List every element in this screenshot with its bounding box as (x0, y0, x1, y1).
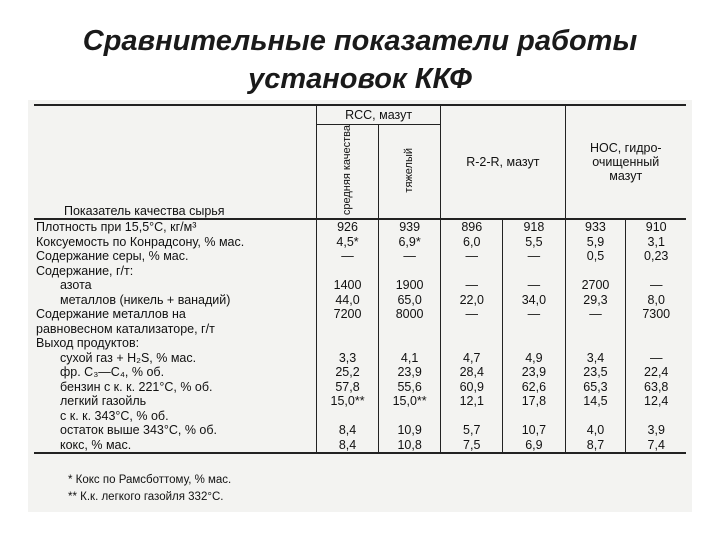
row-label: азота (60, 278, 92, 293)
cell (626, 264, 686, 279)
header-rcc: RCC, мазут (317, 105, 441, 125)
cell: 0,23 (626, 249, 686, 264)
cell: 23,5 (565, 365, 626, 380)
header-hoc-line3: мазут (609, 169, 643, 184)
row-label: Выход продуктов: (36, 336, 140, 351)
cell: 6,9 (503, 438, 565, 454)
row-label: кокс, % мас. (34, 438, 317, 454)
row-label: сухой газ + H₂S, % мас. (60, 350, 197, 365)
table-row (34, 235, 686, 250)
cell: 44,0 (317, 293, 379, 308)
table-header-row (34, 105, 686, 125)
cell: — (441, 278, 503, 293)
cell: 34,0 (503, 293, 565, 308)
cell: 8,4 (317, 423, 379, 438)
cell: 8,0 (626, 293, 686, 308)
row-label: бензин с к. к. 221°C, % об. (60, 379, 213, 394)
header-quality-label: Показатель качества сырья (34, 105, 317, 219)
table-row (34, 423, 686, 438)
cell: 2700 (565, 278, 626, 293)
cell: — (317, 249, 379, 264)
cell: 939 (379, 219, 441, 235)
cell: 4,9 (503, 351, 565, 366)
row-label: Плотность при 15,5°C, кг/м³ (36, 220, 197, 235)
comparison-table (34, 104, 686, 454)
header-r2r: R-2-R, мазут (441, 105, 565, 219)
table-row (34, 365, 686, 380)
cell (503, 322, 565, 337)
cell: 3,4 (565, 351, 626, 366)
cell (379, 409, 441, 424)
cell (565, 336, 626, 351)
cell (626, 409, 686, 424)
cell: 5,7 (441, 423, 503, 438)
cell: 8,7 (565, 438, 626, 454)
cell: 8000 (379, 307, 441, 322)
header-rcc-medium-text: средняя качества (341, 125, 354, 216)
cell (379, 322, 441, 337)
cell: 4,5* (317, 235, 379, 250)
row-label: Содержание, г/т: (36, 263, 134, 278)
cell: 4,1 (379, 351, 441, 366)
cell: 7200 (317, 307, 379, 322)
title-line-2: установок ККФ (248, 63, 472, 95)
cell (441, 322, 503, 337)
cell: — (503, 307, 565, 322)
row-label: Содержание серы, % мас. (36, 249, 189, 264)
row-label: Содержание металлов на (36, 307, 186, 322)
cell: 22,4 (626, 365, 686, 380)
cell: 6,9* (379, 235, 441, 250)
cell: 3,1 (626, 235, 686, 250)
cell: 10,7 (503, 423, 565, 438)
cell (441, 264, 503, 279)
cell: 57,8 (317, 380, 379, 395)
cell: 910 (626, 219, 686, 235)
header-rcc-medium (317, 125, 379, 220)
cell: 12,1 (441, 394, 503, 409)
row-label: легкий газойль (60, 394, 147, 409)
row-label: Коксуемость по Конрадсону, % мас. (36, 234, 245, 249)
cell (317, 409, 379, 424)
table-row (34, 351, 686, 366)
table-row (34, 336, 686, 351)
cell: 1900 (379, 278, 441, 293)
cell: 17,8 (503, 394, 565, 409)
cell: 5,9 (565, 235, 626, 250)
cell: 60,9 (441, 380, 503, 395)
cell: 7300 (626, 307, 686, 322)
cell: 65,0 (379, 293, 441, 308)
cell: 22,0 (441, 293, 503, 308)
cell: 63,8 (626, 380, 686, 395)
cell: 4,0 (565, 423, 626, 438)
cell: 62,6 (503, 380, 565, 395)
row-label: равновесном катализаторе, г/т (36, 321, 215, 336)
cell (565, 322, 626, 337)
cell: 15,0** (379, 394, 441, 409)
cell: 23,9 (379, 365, 441, 380)
cell: 65,3 (565, 380, 626, 395)
cell: — (441, 307, 503, 322)
table-row (34, 249, 686, 264)
cell: — (379, 249, 441, 264)
cell (503, 336, 565, 351)
table-row (34, 307, 686, 322)
table-row (34, 264, 686, 279)
header-rcc-heavy-text: тяжелый (403, 147, 416, 193)
cell: — (626, 351, 686, 366)
cell: 6,0 (441, 235, 503, 250)
header-hoc-line2: очищенный (592, 155, 660, 170)
cell: 25,2 (317, 365, 379, 380)
table-row (34, 409, 686, 424)
table-row (34, 278, 686, 293)
cell: 933 (565, 219, 626, 235)
table-row (34, 394, 686, 409)
title-line-1: Сравнительные показатели работы (82, 25, 638, 57)
cell: 10,8 (379, 438, 441, 454)
cell: — (441, 249, 503, 264)
header-hoc (565, 105, 686, 219)
cell: 23,9 (503, 365, 565, 380)
table-row (34, 322, 686, 337)
cell: 29,3 (565, 293, 626, 308)
cell (317, 336, 379, 351)
cell (441, 409, 503, 424)
cell: 1400 (317, 278, 379, 293)
cell: 7,4 (626, 438, 686, 454)
table-row (34, 219, 686, 235)
cell (626, 322, 686, 337)
cell: 15,0** (317, 394, 379, 409)
cell: 14,5 (565, 394, 626, 409)
cell: 10,9 (379, 423, 441, 438)
cell (626, 336, 686, 351)
cell: 0,5 (565, 249, 626, 264)
cell (379, 336, 441, 351)
scanned-table-image (28, 100, 692, 512)
cell: 7,5 (441, 438, 503, 454)
table-row (34, 293, 686, 308)
cell: 5,5 (503, 235, 565, 250)
cell (441, 336, 503, 351)
cell (317, 322, 379, 337)
row-label: с к. к. 343°C, % об. (60, 408, 169, 423)
cell (503, 409, 565, 424)
cell (317, 264, 379, 279)
cell: 926 (317, 219, 379, 235)
cell: 3,9 (626, 423, 686, 438)
header-hoc-line1: HOC, гидро- (589, 141, 662, 156)
table-row (34, 438, 686, 454)
cell: — (503, 278, 565, 293)
cell (503, 264, 565, 279)
header-rcc-heavy (379, 125, 441, 220)
cell: 918 (503, 219, 565, 235)
cell (379, 264, 441, 279)
cell: 55,6 (379, 380, 441, 395)
slide-title (0, 22, 720, 98)
cell: 3,3 (317, 351, 379, 366)
row-label: фр. C₃—C₄, % об. (60, 365, 165, 380)
cell: — (626, 278, 686, 293)
cell (565, 264, 626, 279)
cell: 12,4 (626, 394, 686, 409)
cell: 28,4 (441, 365, 503, 380)
footnote-1: * Кокс по Рамсботтому, % мас. (68, 474, 232, 486)
row-label: металлов (никель + ванадий) (60, 292, 231, 307)
cell: — (565, 307, 626, 322)
cell: 8,4 (317, 438, 379, 454)
row-label: остаток выше 343°C, % об. (60, 423, 218, 438)
cell: 4,7 (441, 351, 503, 366)
footnote-2: ** К.к. легкого газойля 332°C. (68, 491, 224, 503)
table-row (34, 380, 686, 395)
cell: 896 (441, 219, 503, 235)
cell (565, 409, 626, 424)
cell: — (503, 249, 565, 264)
